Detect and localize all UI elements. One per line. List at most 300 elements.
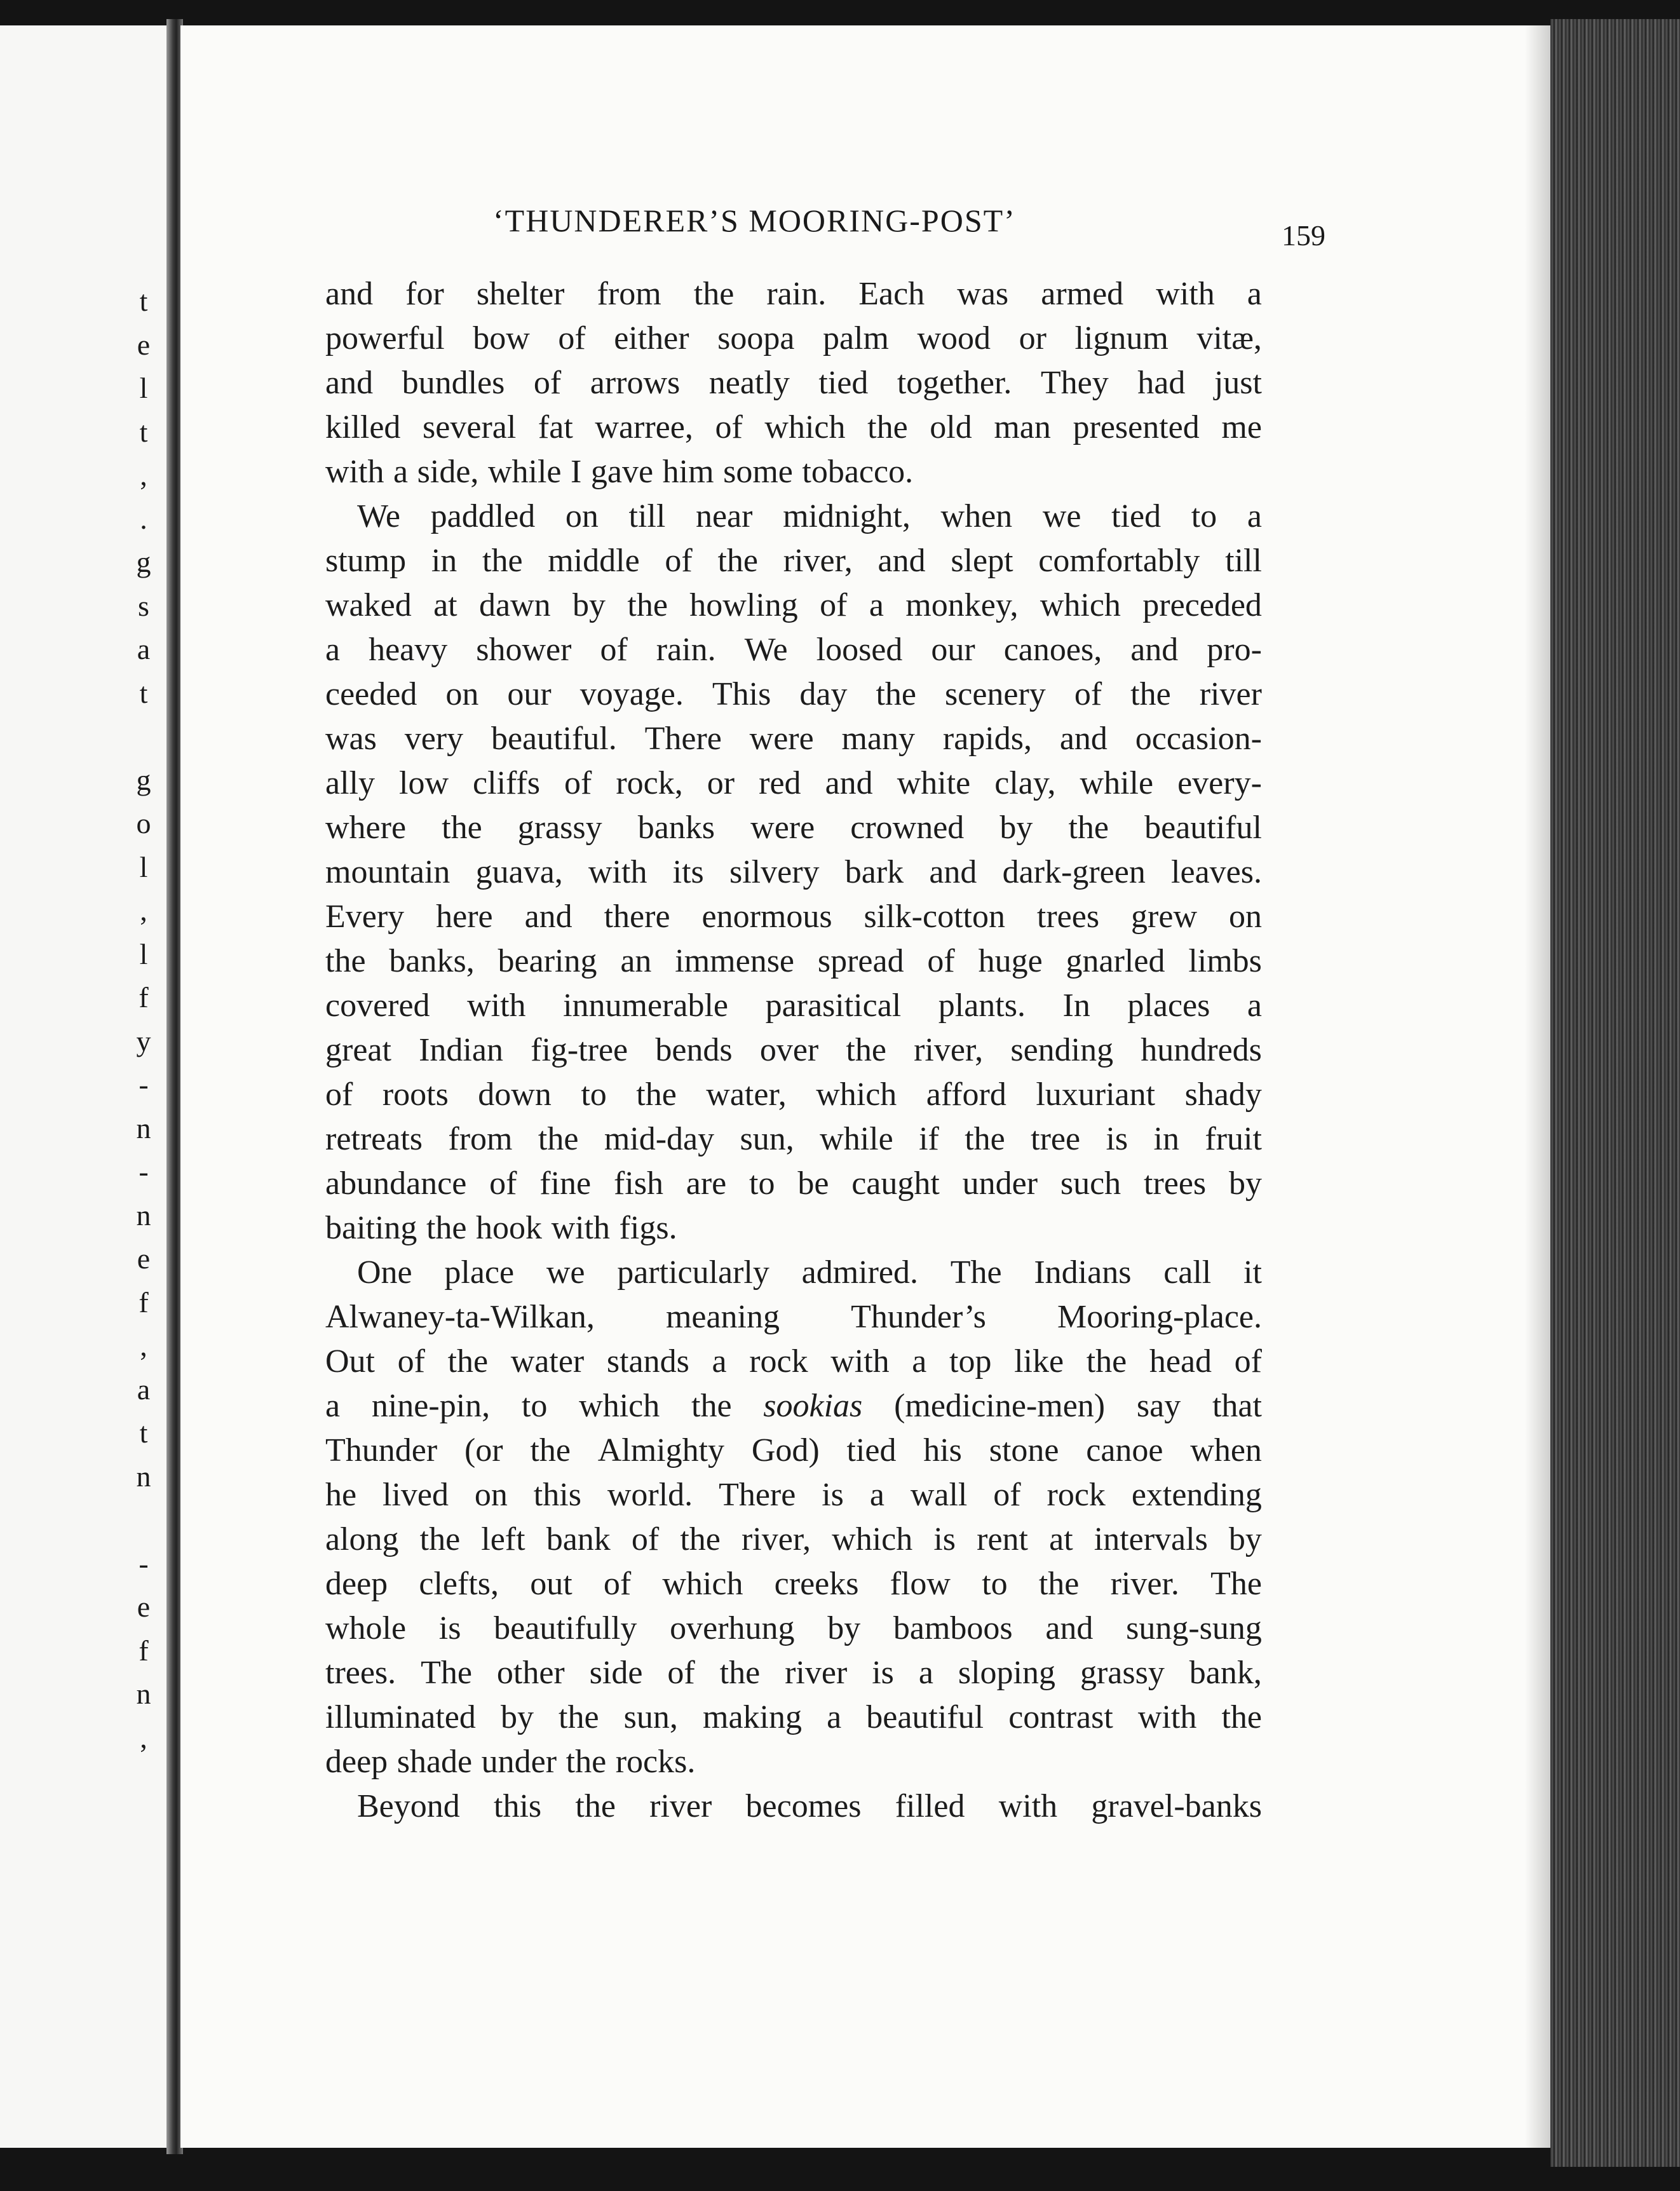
- left-edge-letter: e: [137, 328, 151, 361]
- word: deep: [325, 1744, 388, 1780]
- word: is: [1106, 1121, 1128, 1157]
- word: banks: [637, 810, 715, 846]
- word: of: [665, 543, 693, 579]
- text-line: [325, 1784, 1262, 1829]
- word: of: [397, 1343, 425, 1380]
- word: warree,: [595, 409, 693, 445]
- word: by: [572, 587, 606, 623]
- word: the: [680, 1521, 721, 1557]
- word: a: [827, 1699, 842, 1735]
- word: head: [1149, 1343, 1212, 1380]
- word: illuminated: [325, 1699, 476, 1735]
- text-line: [325, 1073, 1262, 1117]
- word: fine: [539, 1165, 592, 1202]
- word: the: [627, 587, 668, 623]
- word: rock: [1047, 1477, 1106, 1513]
- word: wood: [917, 320, 991, 356]
- word: The: [421, 1655, 472, 1691]
- word: bundles: [402, 365, 505, 401]
- word: canoes,: [1003, 632, 1102, 668]
- word: This: [712, 676, 771, 712]
- word: river,: [741, 1521, 811, 1557]
- word: of: [600, 632, 628, 668]
- word: caught: [851, 1165, 940, 1202]
- word: our: [931, 632, 975, 668]
- word: the: [530, 1432, 571, 1469]
- word: some: [723, 454, 793, 490]
- word: on: [474, 1477, 508, 1513]
- word: to: [581, 1076, 607, 1113]
- word: sun,: [623, 1699, 678, 1735]
- text-line: [325, 1517, 1262, 1562]
- left-edge-letter: e: [137, 1242, 151, 1275]
- text-line: [325, 361, 1262, 405]
- word: waked: [325, 587, 412, 623]
- text-line: [325, 1162, 1262, 1206]
- word: voyage.: [579, 676, 684, 712]
- word: Every: [325, 899, 405, 935]
- word: shelter: [476, 276, 565, 312]
- word: a: [918, 1655, 933, 1691]
- word: bank,: [1189, 1655, 1262, 1691]
- left-edge-letter: [125, 1498, 163, 1542]
- word: fruit: [1205, 1121, 1262, 1157]
- left-edge-letter: g: [136, 763, 151, 796]
- word: river.: [1110, 1566, 1179, 1602]
- word: cliffs: [473, 765, 540, 801]
- word: of: [715, 409, 743, 445]
- word: heavy: [369, 632, 448, 668]
- word: grassy: [517, 810, 602, 846]
- running-title: ‘THUNDERER’S MOORING-POST’: [493, 203, 1016, 238]
- word: vitæ,: [1196, 320, 1262, 356]
- word: stone: [989, 1432, 1059, 1469]
- word: very: [404, 721, 464, 757]
- text-line: [325, 1206, 1262, 1251]
- left-edge-letter: t: [139, 1416, 148, 1449]
- word: gnarled: [1066, 943, 1165, 979]
- word: to: [521, 1388, 548, 1424]
- word: Mooring-place.: [1057, 1299, 1262, 1335]
- word: of: [927, 943, 955, 979]
- left-edge-letter: a: [137, 1373, 151, 1406]
- word: of: [667, 1655, 695, 1691]
- word: the: [876, 676, 916, 712]
- word: just: [1214, 365, 1262, 401]
- word: shady: [1184, 1076, 1262, 1113]
- word: me: [1221, 409, 1262, 445]
- left-edge-letter: ,: [140, 894, 147, 926]
- word: an: [620, 943, 652, 979]
- text-line: [325, 1695, 1262, 1740]
- word: middle: [548, 543, 640, 579]
- left-edge-letter: f: [139, 1285, 149, 1319]
- left-edge-letter: ,: [140, 1329, 147, 1362]
- word: top: [949, 1343, 992, 1380]
- text-line: [325, 984, 1262, 1028]
- word: neatly: [708, 365, 790, 401]
- word: and: [877, 543, 926, 579]
- word: Beyond: [357, 1788, 460, 1824]
- word: (medicine-men): [894, 1388, 1106, 1424]
- word: and: [825, 765, 873, 801]
- word: and: [929, 854, 977, 890]
- text-line: [325, 672, 1262, 717]
- word: of: [564, 765, 592, 801]
- word: with: [588, 854, 647, 890]
- word: bark: [844, 854, 904, 890]
- text-line: [325, 583, 1262, 628]
- word: hook: [476, 1210, 543, 1246]
- text-line: [325, 628, 1262, 672]
- word: There: [719, 1477, 796, 1513]
- word: of: [489, 1165, 517, 1202]
- word: which: [1040, 587, 1121, 623]
- word: while: [820, 1121, 893, 1157]
- word: by: [1228, 1165, 1262, 1202]
- word: every-: [1177, 765, 1262, 801]
- word: is: [822, 1477, 844, 1513]
- left-edge-letter: l: [139, 850, 148, 883]
- word: bamboos: [893, 1610, 1013, 1646]
- word: They: [1040, 365, 1109, 401]
- word: killed: [325, 409, 401, 445]
- left-edge-letter: e: [137, 1591, 151, 1623]
- word: of: [993, 1477, 1021, 1513]
- word: is: [872, 1655, 894, 1691]
- left-edge-letter: l: [139, 372, 148, 404]
- word: gave: [590, 454, 654, 490]
- word: bow: [473, 320, 530, 356]
- word: fig-tree: [531, 1032, 628, 1068]
- word: the: [538, 1121, 579, 1157]
- word: a: [325, 1388, 341, 1424]
- word: shade: [396, 1744, 473, 1780]
- word: mid-day: [604, 1121, 715, 1157]
- word: sloping: [958, 1655, 1056, 1691]
- word: either: [614, 320, 689, 356]
- word: by: [500, 1699, 534, 1735]
- word: the: [965, 1121, 1005, 1157]
- word: deep: [325, 1566, 388, 1602]
- word: rain.: [766, 276, 827, 312]
- word: comfortably: [1038, 543, 1200, 579]
- word: man: [994, 409, 1051, 445]
- word: its: [672, 854, 704, 890]
- word: the: [691, 1388, 732, 1424]
- word: to: [982, 1566, 1008, 1602]
- word: huge: [978, 943, 1043, 979]
- word: creeks: [774, 1566, 859, 1602]
- word: were: [749, 721, 814, 757]
- word: The: [950, 1254, 1002, 1291]
- book-page-edges: [1550, 19, 1680, 2167]
- word: the: [717, 543, 758, 579]
- text-line: [325, 939, 1262, 984]
- word: immense: [675, 943, 795, 979]
- left-edge-letter: s: [138, 589, 149, 622]
- word: river: [1199, 676, 1262, 712]
- word: howling: [689, 587, 798, 623]
- word: several: [423, 409, 517, 445]
- word: tobacco.: [802, 454, 914, 490]
- word: world.: [607, 1477, 693, 1513]
- word: or: [1019, 320, 1047, 356]
- word: spread: [817, 943, 904, 979]
- word: a: [1247, 276, 1262, 312]
- text-line: [325, 539, 1262, 583]
- word: silvery: [729, 854, 820, 890]
- word: Indians: [1034, 1254, 1132, 1291]
- word: powerful: [325, 320, 445, 356]
- word: armed: [1041, 276, 1124, 312]
- text-line: [325, 1295, 1262, 1340]
- word: occasion-: [1135, 721, 1262, 757]
- word: like: [1014, 1343, 1064, 1380]
- text-line: [325, 1651, 1262, 1695]
- page-number: 159: [1282, 219, 1325, 252]
- word: making: [703, 1699, 802, 1735]
- word: he: [325, 1477, 357, 1513]
- word: tied: [1111, 498, 1162, 534]
- word: the: [426, 1210, 467, 1246]
- text-line: [325, 1251, 1262, 1295]
- word: loosed: [816, 632, 903, 668]
- word: till: [1225, 543, 1262, 579]
- word: the: [1038, 1566, 1080, 1602]
- word: on: [445, 676, 479, 712]
- word: bank: [546, 1521, 611, 1557]
- word: limbs: [1188, 943, 1262, 979]
- text-line: [325, 450, 1262, 494]
- word: side: [589, 1655, 643, 1691]
- word: We: [357, 498, 400, 534]
- word: from: [448, 1121, 513, 1157]
- word: where: [325, 810, 407, 846]
- word: a: [712, 1343, 727, 1380]
- word: silk-cotton: [864, 899, 1005, 935]
- word: soopa: [717, 320, 795, 356]
- left-edge-letter: n: [136, 1460, 151, 1493]
- left-edge-letter: ,: [140, 1721, 147, 1754]
- word: say: [1136, 1388, 1181, 1424]
- word: extending: [1131, 1477, 1262, 1513]
- word: tree: [1031, 1121, 1081, 1157]
- word: a: [869, 1477, 884, 1513]
- text-line: [325, 717, 1262, 761]
- word: I: [571, 454, 582, 490]
- word: the: [442, 810, 482, 846]
- left-edge-letter: g: [136, 546, 151, 578]
- word: when: [1190, 1432, 1262, 1469]
- word: canoe: [1086, 1432, 1163, 1469]
- word: a: [325, 632, 341, 668]
- left-edge-letter: -: [139, 1547, 149, 1580]
- word: other: [496, 1655, 565, 1691]
- word: there: [604, 899, 670, 935]
- word: were: [750, 810, 815, 846]
- word: great: [325, 1032, 391, 1068]
- word: red: [759, 765, 801, 801]
- word: paddled: [430, 498, 536, 534]
- word: the: [419, 1521, 461, 1557]
- word: presented: [1073, 409, 1200, 445]
- word: enormous: [701, 899, 832, 935]
- text-line: [325, 1473, 1262, 1517]
- word: white: [897, 765, 971, 801]
- word: sookias: [763, 1388, 863, 1424]
- word: intervals: [1094, 1521, 1208, 1557]
- word: stands: [606, 1343, 689, 1380]
- word: is: [438, 1610, 461, 1646]
- word: We: [744, 632, 788, 668]
- word: is: [933, 1521, 956, 1557]
- word: beautifully: [494, 1610, 637, 1646]
- word: clefts,: [419, 1566, 499, 1602]
- word: particularly: [617, 1254, 769, 1291]
- text-line: [325, 405, 1262, 450]
- word: the: [1130, 676, 1171, 712]
- word: and: [1059, 721, 1108, 757]
- text-line: [325, 1562, 1262, 1606]
- word: to: [749, 1165, 775, 1202]
- word: luxuriant: [1036, 1076, 1156, 1113]
- word: of: [325, 1076, 353, 1113]
- word: slept: [951, 543, 1013, 579]
- word: water: [510, 1343, 585, 1380]
- text-line: [325, 1340, 1262, 1384]
- word: under: [962, 1165, 1038, 1202]
- word: rocks.: [615, 1744, 696, 1780]
- word: are: [686, 1165, 727, 1202]
- word: by: [1228, 1521, 1262, 1557]
- word: the: [1086, 1343, 1127, 1380]
- word: rent: [977, 1521, 1028, 1557]
- word: One: [357, 1254, 412, 1291]
- text-line: [325, 761, 1262, 806]
- left-edge-letter: n: [136, 1111, 151, 1144]
- word: river,: [783, 543, 853, 579]
- left-edge-letter: -: [139, 1068, 149, 1101]
- text-line: [325, 806, 1262, 850]
- word: lignum: [1074, 320, 1169, 356]
- word: and: [524, 899, 572, 935]
- word: side,: [417, 454, 479, 490]
- word: ceeded: [325, 676, 417, 712]
- body-text: [325, 272, 1262, 1829]
- left-page-edge-text: [125, 280, 163, 1760]
- word: our: [507, 676, 552, 712]
- word: with: [998, 1788, 1058, 1824]
- word: the: [566, 1744, 607, 1780]
- word: over: [759, 1032, 819, 1068]
- word: the: [693, 276, 735, 312]
- left-edge-letter: a: [137, 633, 151, 665]
- word: midnight,: [783, 498, 911, 534]
- word: scenery: [945, 676, 1046, 712]
- word: of: [1074, 676, 1102, 712]
- word: and: [325, 365, 374, 401]
- word: and: [1045, 1610, 1094, 1646]
- word: bends: [655, 1032, 733, 1068]
- word: a: [1247, 987, 1262, 1024]
- text-line: [325, 1117, 1262, 1162]
- word: river,: [914, 1032, 984, 1068]
- word: a: [869, 587, 884, 623]
- word: which: [662, 1566, 743, 1602]
- word: shower: [476, 632, 572, 668]
- word: trees: [1036, 899, 1100, 935]
- word: beautiful.: [491, 721, 617, 757]
- word: with: [830, 1343, 890, 1380]
- word: beautiful: [1144, 810, 1262, 846]
- word: tied: [818, 365, 869, 401]
- word: together.: [897, 365, 1012, 401]
- word: rapids,: [942, 721, 1032, 757]
- word: the: [575, 1788, 616, 1824]
- word: Alwaney-ta-Wilkan,: [325, 1299, 595, 1335]
- word: sending: [1010, 1032, 1114, 1068]
- word: innumerable: [563, 987, 729, 1024]
- word: the: [1221, 1699, 1262, 1735]
- word: grew: [1131, 899, 1197, 935]
- word: The: [1210, 1566, 1262, 1602]
- word: hundreds: [1141, 1032, 1262, 1068]
- word: palm: [822, 320, 889, 356]
- left-edge-letter: f: [139, 1634, 149, 1667]
- word: by: [827, 1610, 861, 1646]
- word: at: [433, 587, 457, 623]
- word: whole: [325, 1610, 407, 1646]
- text-line: [325, 850, 1262, 895]
- word: near: [695, 498, 753, 534]
- word: which: [816, 1076, 897, 1113]
- word: on: [1228, 899, 1262, 935]
- text-line: [325, 895, 1262, 939]
- word: parasitical: [765, 987, 902, 1024]
- word: with: [1156, 276, 1215, 312]
- left-edge-letter: [125, 715, 163, 759]
- word: nine-pin,: [371, 1388, 491, 1424]
- word: In: [1062, 987, 1090, 1024]
- word: old: [930, 409, 972, 445]
- word: a: [912, 1343, 927, 1380]
- word: out: [530, 1566, 572, 1602]
- word: which: [832, 1521, 913, 1557]
- word: or: [707, 765, 735, 801]
- text-line: [325, 316, 1262, 361]
- word: sun,: [740, 1121, 794, 1157]
- word: wall: [910, 1477, 968, 1513]
- word: contrast: [1008, 1699, 1113, 1735]
- word: water,: [706, 1076, 787, 1113]
- word: with: [467, 987, 526, 1024]
- word: guava,: [475, 854, 563, 890]
- word: places: [1127, 987, 1210, 1024]
- left-edge-letter: l: [139, 937, 148, 970]
- word: fish: [613, 1165, 663, 1202]
- word: in: [1153, 1121, 1179, 1157]
- word: in: [431, 543, 457, 579]
- word: the: [636, 1076, 677, 1113]
- text-line: [325, 1740, 1262, 1784]
- text-line: [325, 1028, 1262, 1073]
- word: of: [533, 365, 562, 401]
- word: left: [481, 1521, 525, 1557]
- word: admired.: [801, 1254, 919, 1291]
- word: lived: [383, 1477, 449, 1513]
- left-edge-letter: n: [136, 1678, 151, 1710]
